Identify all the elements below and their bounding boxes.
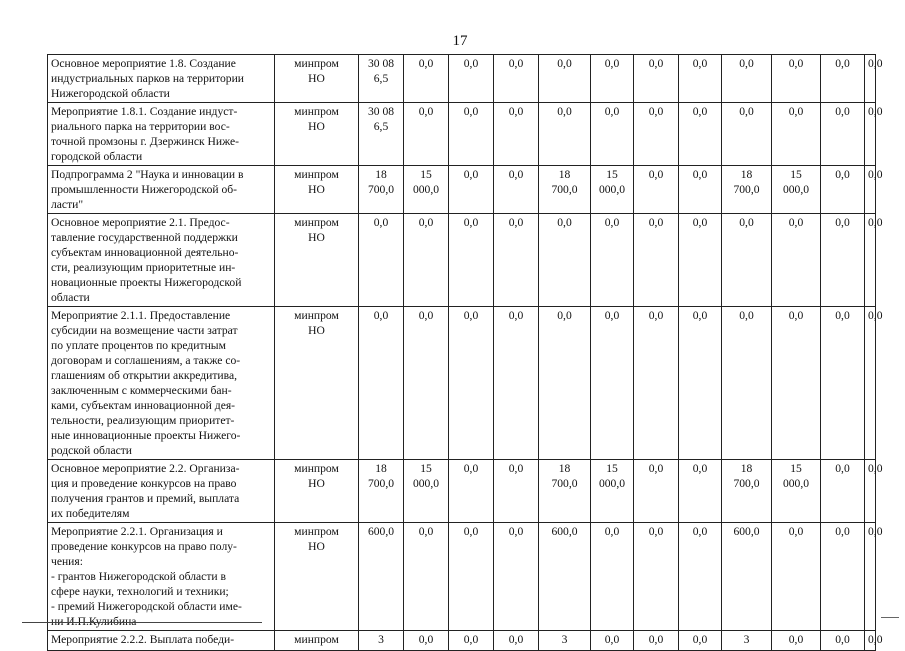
value-cell: 0,0: [821, 55, 865, 103]
page-number: 17: [452, 33, 468, 49]
value-cell: 15 000,0: [404, 460, 449, 523]
table-row: [48, 214, 876, 307]
value-cell: 0,0: [449, 460, 494, 523]
value-cell: 18 700,0: [359, 460, 404, 523]
value-cell: 0,0: [359, 307, 404, 460]
table-row: [48, 460, 876, 523]
value-cell: 0,0: [865, 103, 876, 166]
value-cell: 30 08 6,5: [359, 103, 404, 166]
value-cell: 0,0: [772, 214, 821, 307]
value-cell: 0,0: [679, 460, 722, 523]
responsible-cell: минпром НО: [275, 166, 359, 214]
value-cell: 0,0: [404, 103, 449, 166]
value-cell: 15 000,0: [772, 166, 821, 214]
value-cell: 0,0: [539, 55, 591, 103]
value-cell: 0,0: [449, 631, 494, 651]
value-cell: 0,0: [494, 523, 539, 631]
value-cell: 0,0: [634, 103, 679, 166]
responsible-cell: минпром НО: [275, 523, 359, 631]
budget-table: [47, 54, 883, 651]
value-cell: 15 000,0: [772, 460, 821, 523]
value-cell: 0,0: [679, 307, 722, 460]
value-cell: 0,0: [634, 55, 679, 103]
value-cell: 0,0: [404, 307, 449, 460]
value-cell: 0,0: [591, 103, 634, 166]
value-cell: 0,0: [821, 103, 865, 166]
value-cell: 0,0: [772, 631, 821, 651]
activity-name-cell: Мероприятие 2.2.2. Выплата победи-: [48, 631, 275, 651]
value-cell: 0,0: [821, 631, 865, 651]
value-cell: 0,0: [821, 166, 865, 214]
value-cell: 600,0: [722, 523, 772, 631]
value-cell: 0,0: [821, 307, 865, 460]
value-cell: 0,0: [449, 307, 494, 460]
value-cell: 18 700,0: [722, 460, 772, 523]
responsible-cell: минпром НО: [275, 55, 359, 103]
value-cell: 3: [359, 631, 404, 651]
value-cell: 0,0: [359, 214, 404, 307]
table-row: [48, 55, 876, 103]
value-cell: 0,0: [494, 307, 539, 460]
value-cell: 0,0: [821, 523, 865, 631]
value-cell: 30 08 6,5: [359, 55, 404, 103]
value-cell: 0,0: [679, 214, 722, 307]
value-cell: 0,0: [449, 166, 494, 214]
value-cell: 15 000,0: [404, 166, 449, 214]
table-body: [48, 55, 883, 651]
value-cell: 0,0: [634, 523, 679, 631]
value-cell: 0,0: [722, 103, 772, 166]
value-cell: 0,0: [404, 631, 449, 651]
value-cell: 600,0: [359, 523, 404, 631]
value-cell: 0,0: [772, 103, 821, 166]
value-cell: 0,0: [494, 55, 539, 103]
value-cell: 0,0: [772, 55, 821, 103]
value-cell: 0,0: [591, 55, 634, 103]
value-cell: 0,0: [865, 460, 876, 523]
value-cell: 0,0: [679, 166, 722, 214]
value-cell: 0,0: [634, 460, 679, 523]
value-cell: 0,0: [449, 214, 494, 307]
value-cell: 0,0: [404, 523, 449, 631]
value-cell: 3: [722, 631, 772, 651]
table-row: [48, 103, 876, 166]
value-cell: 0,0: [865, 55, 876, 103]
value-cell: 18 700,0: [722, 166, 772, 214]
value-cell: 0,0: [404, 214, 449, 307]
footnote-rule: [22, 622, 262, 623]
value-cell: 0,0: [591, 214, 634, 307]
page-edge-mark: [881, 617, 899, 618]
value-cell: 0,0: [821, 214, 865, 307]
value-cell: 0,0: [772, 523, 821, 631]
value-cell: 0,0: [679, 523, 722, 631]
value-cell: 0,0: [634, 631, 679, 651]
value-cell: 18 700,0: [359, 166, 404, 214]
value-cell: 0,0: [634, 307, 679, 460]
value-cell: 0,0: [865, 214, 876, 307]
value-cell: 0,0: [449, 55, 494, 103]
value-cell: 0,0: [865, 523, 876, 631]
table-row: [48, 166, 876, 214]
value-cell: 600,0: [539, 523, 591, 631]
value-cell: 0,0: [722, 307, 772, 460]
activity-name-cell: Мероприятие 2.2.1. Организация и проведение конкурсов на право полу- чения: - грантов Нижегородской области в сфере науки, технологий и техники; - премий Нижегородской области име- ни И.П.Кулибина: [48, 523, 275, 631]
activity-name-cell: Мероприятие 1.8.1. Создание индуст- риального парка на территории вос- точной промзоны г. Дзержинск Ниже- городской области: [48, 103, 275, 166]
value-cell: 0,0: [449, 103, 494, 166]
value-cell: 0,0: [679, 631, 722, 651]
table-row: [48, 523, 876, 631]
value-cell: 0,0: [722, 214, 772, 307]
activity-name-cell: Основное мероприятие 2.1. Предос- тавление государственной поддержки субъектам инновационной деятельно- сти, реализующим приоритетные ин- новационные проекты Нижегородской области: [48, 214, 275, 307]
value-cell: 18 700,0: [539, 166, 591, 214]
value-cell: 0,0: [722, 55, 772, 103]
value-cell: 0,0: [591, 631, 634, 651]
value-cell: 0,0: [539, 307, 591, 460]
value-cell: 0,0: [539, 214, 591, 307]
value-cell: 0,0: [494, 631, 539, 651]
responsible-cell: минпром НО: [275, 460, 359, 523]
value-cell: 3: [539, 631, 591, 651]
responsible-cell: минпром НО: [275, 214, 359, 307]
value-cell: 0,0: [821, 460, 865, 523]
value-cell: 0,0: [772, 307, 821, 460]
value-cell: 15 000,0: [591, 166, 634, 214]
value-cell: 0,0: [404, 55, 449, 103]
value-cell: 0,0: [539, 103, 591, 166]
value-cell: 0,0: [634, 166, 679, 214]
value-cell: 0,0: [449, 523, 494, 631]
value-cell: 0,0: [591, 307, 634, 460]
value-cell: 15 000,0: [591, 460, 634, 523]
responsible-cell: минпром: [275, 631, 359, 651]
value-cell: 0,0: [494, 166, 539, 214]
value-cell: 18 700,0: [539, 460, 591, 523]
value-cell: 0,0: [865, 166, 876, 214]
responsible-cell: минпром НО: [275, 307, 359, 460]
value-cell: 0,0: [591, 523, 634, 631]
value-cell: 0,0: [494, 460, 539, 523]
activity-name-cell: Мероприятие 2.1.1. Предоставление субсидии на возмещение части затрат по уплате процентов по кредитным договорам и соглашениям, а также со- глашениям об открытии аккредитива, заключенным с коммерческими бан- ками, субъектам инновационной дея- тельности, реализующим приоритет- ные инновационные проекты Нижего- родской области: [48, 307, 275, 460]
activity-name-cell: Подпрограмма 2 "Наука и инновации в промышленности Нижегородской об- ласти": [48, 166, 275, 214]
value-cell: 0,0: [494, 214, 539, 307]
value-cell: 0,0: [494, 103, 539, 166]
table-row: [48, 307, 876, 460]
activity-name-cell: Основное мероприятие 2.2. Организа- ция и проведение конкурсов на право получения грантов и премий, выплата их победителям: [48, 460, 275, 523]
table-row: [48, 631, 876, 651]
responsible-cell: минпром НО: [275, 103, 359, 166]
value-cell: 0,0: [865, 631, 876, 651]
value-cell: 0,0: [679, 55, 722, 103]
value-cell: 0,0: [865, 307, 876, 460]
activity-name-cell: Основное мероприятие 1.8. Создание индустриальных парков на территории Нижегородской области: [48, 55, 275, 103]
value-cell: 0,0: [634, 214, 679, 307]
value-cell: 0,0: [679, 103, 722, 166]
